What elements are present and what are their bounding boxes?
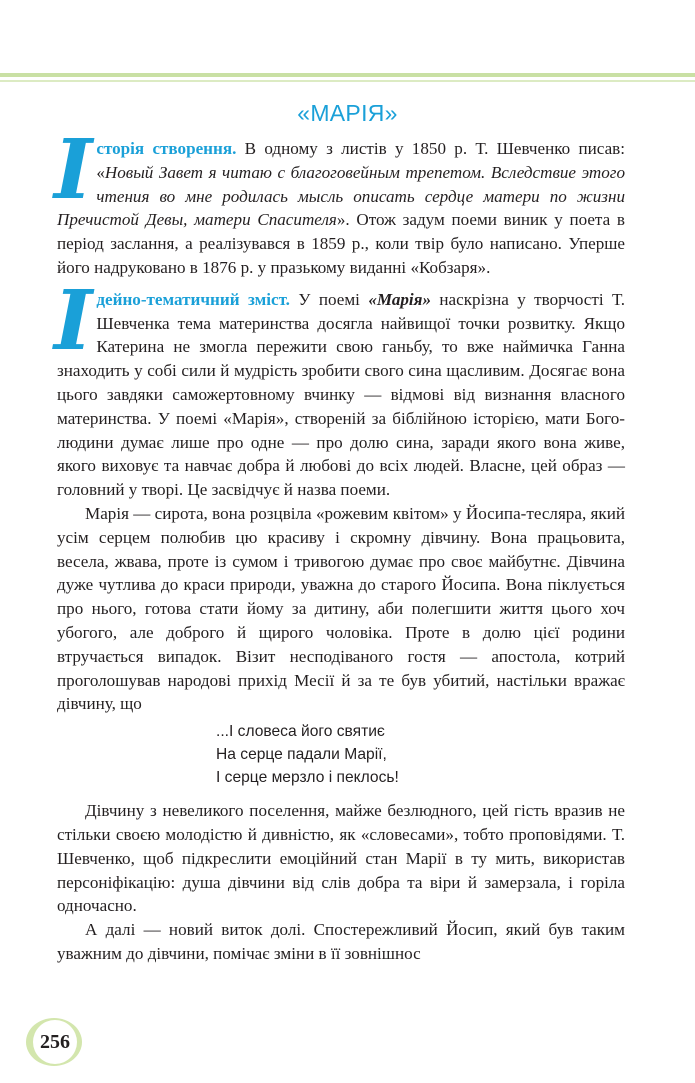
paragraph-text: У поемі: [289, 289, 369, 309]
page-body: [54, 122, 626, 966]
header-rule: [0, 73, 695, 77]
section-heading: дейно-тематичний зміст.: [96, 289, 290, 309]
body-paragraph: Марія — сирота, вона розцвіла «рожевим квітом» у Йосипа-тесляра, який усім серцем полюбив цю красиву і скромну дівчину. Вона працьовита, весела, жвава, проте із сумом і тривогою думає про своє майбутнє. Дівчина дуже чутлива до краси природи, уважна до старого Йосипа. Вона піклується про нього, готова стати йому за дитину, аби полегшити життя цього хоч убогого, але доброго й щирого чоловіка. Проте в долю цієї родини втручається випадок. Візит несподіваного гостя — апостола, котрий проголошував народові прихід Месії й за те був убитий, настільки вражає дівчину, що: [57, 503, 625, 714]
paragraph-text: ». Отож задум поеми виник у поета в період заслання, а реалізувався в 1859 р., коли твір було написано. Уперше його надруковано в 1876 р. у празькому виданні «Кобзаря».: [57, 210, 625, 277]
verse-quote: [216, 720, 625, 789]
page-number: 256: [33, 1020, 77, 1064]
quotation-text: Новый Завет я читаю с благоговейным трепетом. Вследствие этого чтения во мне родилась мысль описать сердце матери по жизни Пречистой Девы, матери Спасителя: [57, 162, 625, 230]
verse-line: На серце падали Марії,: [216, 746, 387, 764]
body-paragraph: А далі — новий виток долі. Спостережливий Йосип, який був таким уважним до дівчини, помічає зміни в її зовнішнос: [57, 920, 625, 963]
verse-line: І серце мерзло і пеклось!: [216, 769, 399, 787]
header-rule-secondary: [0, 80, 695, 82]
section-heading: сторія створення.: [96, 139, 237, 158]
dropcap-letter: І: [54, 272, 93, 369]
history-paragraph: [54, 122, 625, 280]
body-paragraph: Дівчину з невеликого поселення, майже безлюдного, цей гість вразив не стільки своєю молодістю й дивністю, як «словесами», тобто проповідями. Т. Шевченко, щоб підкреслити емоційний стан Марії в ту мить, використав персоніфікацію: душа дівчини від слів добра та віри й замерзала, і горіла одночасно.: [57, 801, 625, 916]
theme-paragraph: [54, 272, 626, 502]
paragraph-text: наскрізна у творчості Т. Шевченка тема материнства досягла найвищої точки розвитку. Якщо Катерина не змогла пережити свою ганьбу, то вже наймичка Ганна знаходить у собі сили й мудрість зробити свого сина щасливим. Досягає вона цього завдяки саможертовному вчинку — відмові від визнання власного материнства. У поемі «Марія», створеній за біблійною історією, мати Боголюдини думає лише про одне — про долю сина, заради якого вона живе, якого виховує та навчає добра й любові до всіх людей. Власне, цей образ — головний у творі. Це засвідчує й назва поеми.: [57, 289, 626, 500]
work-title: «Марія»: [368, 289, 432, 309]
paragraph-text: В одному з листів у 1850 р. Т. Шевченко писав: «: [96, 139, 625, 182]
verse-line: ...І словеса його святиє: [216, 723, 385, 741]
dropcap-letter: І: [54, 122, 93, 218]
page-title: «МАРІЯ»: [297, 100, 398, 126]
